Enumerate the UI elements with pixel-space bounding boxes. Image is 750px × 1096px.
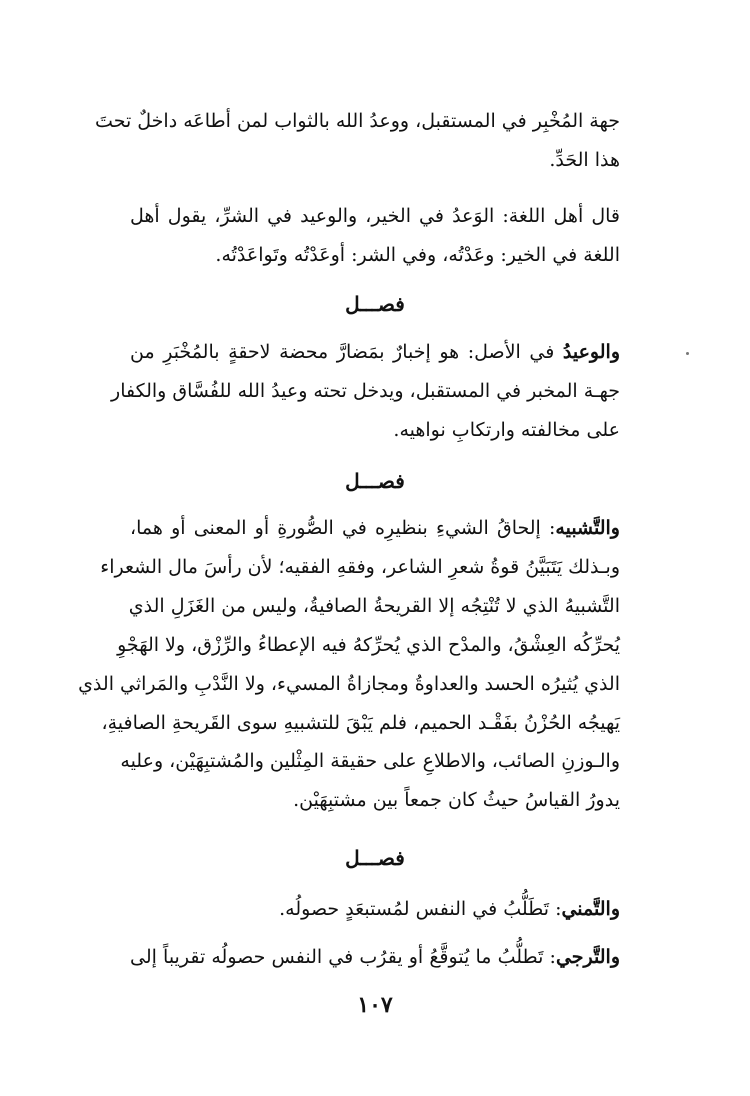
term-definition: : تَطَلُّبُ في النفس لمُستبعَدٍ حصولُه.: [279, 898, 562, 920]
section-heading: فصـــل: [345, 846, 405, 870]
text-line: الذي يُثيرُه الحسد والعداوةُ ومجازاةُ المسيء، ولا النَّدْبِ والمَراثي الذي: [78, 673, 620, 695]
term-lead: والوعيدُ: [562, 341, 620, 363]
text-line: جهـة المخبر في المستقبل، ويدخل تحته وعيدُ الله للفُسَّاق والكفار: [111, 380, 620, 402]
text-line: [130, 894, 620, 924]
section-heading: فصـــل: [345, 292, 405, 316]
term-lead: والتَّمني: [561, 898, 620, 920]
text-line: والـوزنِ الصائب، والاطلاعِ على حقيقة المِثْلين والمُشتبِهَيْن، وعليه: [120, 750, 620, 772]
term-definition: في الأصل: هو إخبارٌ بمَضارَّ محضة لاحقةٍ بالمُخْبَرِ من: [130, 341, 563, 363]
text-line: [130, 337, 620, 367]
term-lead: والتَّشبيه: [555, 517, 620, 539]
section-heading: فصـــل: [345, 469, 405, 493]
text-line: التَّشبيهُ الذي لا تُنْتِجُه إلا القريحةُ الصافيةُ، وليس من الغَزَلِ الذي: [128, 595, 620, 617]
text-line: اللغة في الخير: وعَدْتُه، وفي الشر: أوعَدْتُه وتَواعَدْتُه.: [215, 244, 620, 266]
term-definition: : تَطلُّبُ ما يُتوقَّعُ أو يقرُب في النفس حصولُه تقريباً إلى: [130, 946, 556, 968]
text-line: يُحرِّكُه العِشْقُ، والمدْح الذي يُحرِّكهُ فيه الإعطاءُ والرِّزْق، ولا الهَجْوِ: [117, 634, 620, 656]
page-number: ١٠٧: [357, 992, 393, 1018]
text-line: جهة المُخْبِر في المستقبل، ووعدُ الله بالثواب لمن أطاعَه داخلٌ تحتَ: [95, 110, 620, 132]
text-line: يدورُ القياسُ حيثُ كان جمعاً بين مشتبِهَيْن.: [293, 789, 620, 811]
term-definition: : إلحاقُ الشيءِ بنظيرِه في الصُّورةِ أو المعنى أو هما،: [130, 517, 556, 539]
term-lead: والتَّرجي: [555, 946, 620, 968]
text-line: وبـذلك يَتَبَيَّنُ قوةُ شعرِ الشاعر، وفقهِ الفقيه؛ لأن رأسَ مال الشعراء: [100, 556, 620, 578]
text-line: قال أهل اللغة: الوَعدُ في الخير، والوعيد في الشرِّ، يقول أهل: [130, 205, 620, 227]
text-line: [130, 942, 620, 972]
text-line: هذا الحَدِّ.: [549, 149, 620, 171]
text-line: يَهيجُه الحُزْنُ بفَقْـد الحميم، فلم يَبْقَ للتشبيهِ سوى القَريحةِ الصافيةِ،: [101, 712, 620, 734]
text-line: على مخالفته وارتكابِ نواهيه.: [393, 419, 620, 441]
text-line: [130, 513, 620, 543]
margin-dot: [686, 352, 689, 355]
